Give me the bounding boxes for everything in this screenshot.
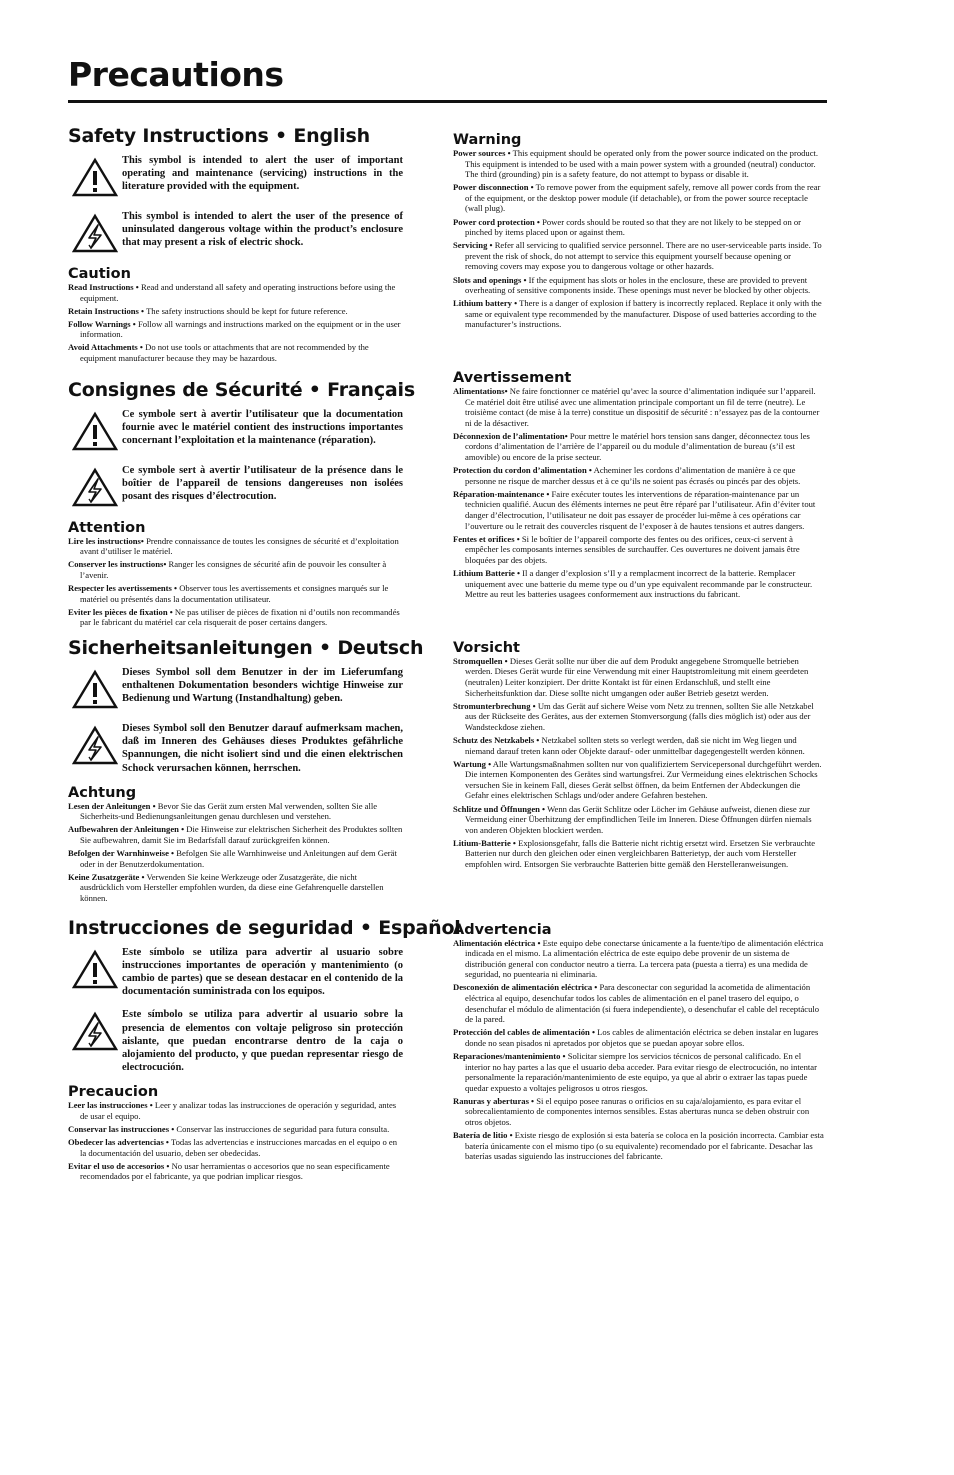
instruction-term: Power sources • [453,148,511,158]
instruction-item [453,1051,826,1093]
instruction-text: Todas las advertencias e instrucciones marcadas en el equipo o en la documentación del usuario, deben ser obedecidas. [80,1137,398,1158]
instruction-item [453,465,826,486]
instruction-term: Stromunterbrechung • [453,700,536,711]
section-title: Safety Instructions • English [68,125,370,147]
symbol-row [68,408,403,454]
safety-section [68,916,461,1182]
subsection-title: Vorsicht [453,639,520,656]
subsection-title: Precaucion [68,1084,159,1101]
instruction-term: Alimentación eléctrica • [453,937,541,948]
title-rule [68,100,827,103]
instruction-text: Acheminer les cordons d’alimentation de manière à ce que personne ne risque de marcher dessus et à ce qu’ils ne soient pas écrasés ou pincés par des objets. [465,465,801,486]
instruction-item [453,838,826,870]
instruction-term: Avoid Attachments • [68,342,143,353]
safety-section [68,378,415,628]
lightning-triangle-icon [68,464,122,510]
instruction-text: Netzkabel sollten stets so verlegt werden, daß sie nicht im Weg liegen und niemand darauf treten kann oder Objekte darauf- oder unmittelbar dagegengestellt werden können. [465,734,805,756]
warning-section [453,132,826,330]
instruction-item [68,607,403,628]
instruction-text: There is a danger of explosion if battery is incorrectly replaced. Replace it only with the same or equivalent type recommended by the manufacturer. Dispose of used batteries according to the manufacturer’s instructions. [465,298,822,330]
instruction-text: Ne pas utiliser de pièces de fixation ni d’outils non recommandés par le fabricant du matériel car cela risquerait de poser certains dangers. [80,606,400,628]
instruction-term: Alimentations• [453,386,508,396]
instruction-text: Il a danger d’explosion s’Il y a remplacment incorrect de la batterie. Remplacer uniquement avec une batterie du meme type ou d’un ype equivalent recommande par le constructeur. Mettre au reut les batteries usagees conformement aux instructions du fabricant. [465,568,813,600]
instruction-item [68,801,403,822]
instruction-text: Befolgen Sie alle Warnhinweise und Anleitungen auf dem Gerät oder in der Benutzerdokumentation. [80,848,397,869]
instruction-item [453,148,826,180]
instruction-term: Keine Zusatzgeräte • [68,871,145,882]
instruction-term: Follow Warnings • [68,318,136,329]
exclamation-triangle-icon [68,408,122,454]
instruction-item [453,217,826,238]
instruction-item [453,298,826,330]
instruction-term: Obedecer las advertencias • [68,1137,169,1148]
instruction-term: Wartung • [453,758,492,769]
warning-section [453,922,826,1162]
instruction-text: This equipment should be operated only from the power source indicated on the product. This equipment is intended to be used with a main power system with a grounded (neutral) conductor. The third (grounding) pin is a safety feature, do not attempt to bypass or disable it. [465,148,819,180]
instruction-term: Respecter les avertissements • [68,583,178,594]
instruction-text: Existe riesgo de explosión si esta batería se coloca en la posición incorrecta. Cambiar esta batería únicamente con el mismo tipo (o su equivalente) recomendado por el fabricante. Desachar las baterías usadas siguiendo las instrucciones del fabricante. [465,1130,824,1162]
instruction-item [68,583,403,604]
instruction-text: Verwenden Sie keine Werkzeuge oder Zusatzgeräte, die nicht ausdrücklich vom Hersteller empfohlen wurden, da diese eine Gefahrenquelle darstellen können. [80,871,384,903]
instruction-text: Prendre connaissance de toutes les consignes de sécurité et d’exploitation avant d’utiliser le matériel. [80,535,399,557]
section-title: Instrucciones de seguridad • Español [68,916,461,939]
instruction-text: Conservar las instrucciones de seguridad para futura consulta. [176,1124,390,1135]
instruction-term: Batería de litio • [453,1130,513,1141]
symbol-row [68,210,403,256]
safety-section [68,124,403,364]
instruction-item [68,282,403,303]
instruction-text: Si el equipo posee ranuras o orificios en su caja/alojamiento, es para evitar el sobrecalientamiento de componentes internos sensibles. Estas aberturas nunca se deben obstruir con otros objetos. [465,1095,810,1128]
lightning-triangle-icon [68,1008,122,1054]
instruction-text: Do not use tools or attachments that are not recommended by the equipment manufacturer because they may be hazardous. [80,342,369,364]
instruction-item [68,848,403,869]
instruction-text: No usar herramientas o accesorios que no sean especificamente recomendados por el fabricante, ya que podrian implicar riesgos. [80,1160,390,1182]
left-column [68,124,461,1185]
instruction-term: Lesen der Anleitungen • [68,800,156,811]
page-title: Precautions [68,55,284,94]
instruction-text: Um das Gerät auf sichere Weise vom Netz zu trennen, sollten Sie alle Netzkabel aus der Rückseite des Gerätes, aus der externen Stomversorgung (falls dies möglich ist) oder aus der Wandsteckdose ziehen. [465,700,814,732]
instruction-item [453,386,826,428]
instruction-item [453,568,826,600]
instruction-text: Alle Wartungsmaßnahmen sollten nur von qualifiziertem Servicepersonal durchgeführt werden. Die internen Komponenten des Gerätes sind wartungsfrei. Zur Vermeidung eines elektrischen Schocks versuchen Sie in keinem Fall, dieses Gerät selbst öffnen, da beim Entfernen der Abdeckungen die Gefahr eines elektrischen Schlags und/oder andere Gefahren bestehen. [465,758,822,801]
instruction-term: Schlitze und Öffnungen • [453,803,546,814]
instruction-item [453,1130,826,1162]
right-column [453,132,826,1164]
subsection-title: Avertissement [453,370,572,386]
instruction-item [68,306,403,317]
instruction-text: To remove power from the equipment safely, remove all power cords from the rear of the equipment, or the desktop power module (if detachable), or from the power source receptacle (wall plug). [465,182,821,214]
instruction-term: Schutz des Netzkabels • [453,734,540,745]
instruction-item [453,982,826,1024]
instruction-item [453,1096,826,1128]
instruction-text: Este equipo debe conectarse únicamente a la fuente/tipo de alimentación eléctrica indicada en el mismo. La alimentación eléctrica de este equipo debe provenir de un sistema de distribución general con conductor neutro a tierra. La tercera pata (puesta a tierra) es una medida de seguridad, no puentearia ni eliminaria. [465,937,824,980]
instruction-term: Reparaciones/mantenimiento • [453,1051,566,1061]
exclamation-triangle-icon [68,154,122,200]
instruction-item [68,1161,403,1182]
instruction-item [453,240,826,272]
warning-section [453,640,826,870]
instruction-term: Protection du cordon d’alimentation • [453,465,592,476]
symbol-row [68,722,403,775]
lightning-triangle-icon [68,722,122,768]
instruction-term: Desconexión de alimentación eléctrica • [453,982,598,993]
instruction-item [68,1137,403,1158]
instruction-term: Conservar las instrucciones • [68,1124,175,1135]
symbol-description: Este símbolo se utiliza para advertir al usuario sobre instrucciones importantes de operación y mantenimiento (o cambio de partes) que se desean destacar en el contenido de la documentación suministrada con los equipos. [122,946,403,998]
subsection-title: Advertencia [453,921,552,938]
symbol-description: Dieses Symbol soll dem Benutzer in der im Lieferumfang enthaltenen Dokumentation besonders wichtige Hinweise zur Bedienung und Wartung (Instandhaltung) geben. [122,666,403,705]
instruction-term: Litium-Batterie • [453,837,516,848]
symbol-description: This symbol is intended to alert the user of important operating and maintenance (servicing) instructions in the literature provided with the equipment. [122,155,403,193]
instruction-term: Slots and openings • [453,274,527,285]
instruction-text: Los cables de alimentación eléctrica se deben instalar en lugares donde no sean pisados ni apretados por objetos que se puedan apoyar sobre ellos. [465,1027,819,1048]
section-title: Sicherheitsanleitungen • Deutsch [68,636,424,659]
instruction-term: Leer las instrucciones • [68,1100,153,1111]
symbol-description: Ce symbole sert à avertir l’utilisateur que la documentation fournie avec le matériel contient des instructions importantes concernant l’exploitation et la maintenance (réparation). [122,408,403,447]
symbol-row [68,946,403,999]
instruction-item [68,824,403,845]
subsection-title: Warning [453,132,522,148]
instruction-item [453,182,826,214]
instruction-text: Follow all warnings and instructions marked on the equipment or in the user information. [80,318,401,340]
instruction-item [453,938,826,980]
instruction-term: Power cord protection • [453,216,540,227]
symbol-row [68,464,403,510]
instruction-text: Wenn das Gerät Schlitze oder Löcher im Gehäuse aufweist, dienen diese zur Vermeidung einer Überhitzung der empfindlichen Teile im Inneren. Diese Öffnungen dürfen niemals von anderen Objekten blockiert werden. [465,803,812,835]
instruction-item [68,319,403,340]
instruction-item [453,534,826,566]
instruction-term: Read Instructions • [68,282,139,292]
instruction-text: Para desconectar con seguridad la acometida de alimentación eléctrica al equipo, desenchufar todos los cables de alimentación en el panel trasero del equipo, o desenchufar el módulo de alimentación (si fuera independiente), o desenchufar el cable del receptáculo de la pared. [465,982,820,1025]
instruction-term: Lire les instructions• [68,535,144,546]
instruction-term: Eviter les pièces de fixation • [68,606,173,617]
instruction-item [453,804,826,836]
symbol-row [68,1008,403,1074]
safety-section [68,636,424,904]
section-title: Consignes de Sécurité • Français [68,378,415,401]
instruction-text: Observer tous les avertissements et consignes marqués sur le matériel ou présentés dans la documentation utilisateur. [80,583,389,604]
instruction-text: Faire exécuter toutes les interventions de réparation-maintenance par un technicien qualifié. Aucun des éléments internes ne peut être réparé par l’utilisateur. Afin d’éviter tout danger d’électrocution, l’utilisateur ne doit pas essayer de procéder lui-même à ces opérations car l’ouverture ou le retrait des couvercles risquent de l’exposer à de hautes tensions et autres dangers. [465,488,816,531]
instruction-item [453,489,826,531]
instruction-item [68,1100,403,1121]
instruction-term: Lithium battery • [453,298,518,309]
instruction-text: Si le boîtier de l’appareil comporte des fentes ou des orifices, ceux-ci servent à empêcher les composants internes sensibles de surchauffer. Ces ouvertures ne doivent jamais être bloquées par des objets. [465,533,800,565]
instruction-term: Lithium Batterie • [453,568,520,578]
lightning-triangle-icon [68,210,122,256]
subsection-title: Achtung [68,784,137,801]
instruction-term: Déconnexion de l’alimentation• [453,430,568,441]
instruction-item [68,872,403,904]
instruction-text: Die Hinweise zur elektrischen Sicherheit des Produktes sollten Sie aufbewahren, damit Sie im Bedarfsfall darauf zurückgreifen können. [80,824,403,845]
instruction-item [453,1027,826,1048]
symbol-row [68,154,403,200]
instruction-text: Read and understand all safety and operating instructions before using the equipment. [80,282,396,303]
instruction-text: Explosionsgefahr, falls die Batterie nicht richtig ersetzt wird. Ersetzen Sie verbrauchte Batterien nur durch den gleichen oder einen vergleichbaren Batterietyp, der auch vom Hersteller empfohlen wird. Entsorgen Sie verbrauchte Batterien bitte gemäß den Herstelleranweisungen. [465,837,816,869]
instruction-item [453,759,826,801]
instruction-term: Protección del cables de alimentación • [453,1027,595,1038]
instruction-term: Evitar el uso de accesorios • [68,1160,170,1171]
exclamation-triangle-icon [68,666,122,712]
instruction-term: Retain Instructions • [68,305,145,316]
instruction-text: Pour mettre le matériel hors tension sans danger, déconnectez tous les cordons d’alimentation de l’arrière de l’appareil ou du module d’alimentation de bureau (s’il est amovible) ou encore de la prise secteur. [465,430,810,463]
instruction-text: Ne faire fonctionner ce matériel qu’avec la source d’alimentation indiquée sur l’appareil. Ce matériel doit être utilisé avec une alimentation principale comportant un fil de terre (neutre). Le troisième contact (de mise à la terre) constitue un dispositif de sécurité : n’essayez pas de la contourner ni de la désactiver. [465,386,820,428]
instruction-term: Conserver les instructions• [68,559,167,570]
instruction-text: Ranger les consignes de sécurité afin de pouvoir les consulter à l’avenir. [80,559,387,580]
instruction-text: Leer y analizar todas las instrucciones de operación y seguridad, antes de usar el equipo. [80,1100,397,1121]
subsection-title: Caution [68,266,131,282]
instruction-item [453,656,826,698]
instruction-text: Dieses Gerät sollte nur über die auf dem Produkt angegebene Stromquelle betrieben werden. Dieses Gerät wurde für eine Verwendung mit einer Hauptstromleitung mit einem geerdeten (neutralen) Leiter konzipiert. Der dritte Kontakt ist für einen Erdanschluß, und stellt eine Sicherheitsfunktion dar. Diese sollte nicht umgangen oder außer Betrieb gesetzt werden. [465,655,809,698]
instruction-item [68,559,403,580]
symbol-description: Este símbolo se utiliza para advertir al usuario sobre la presencia de elementos con voltaje peligroso sin protección aislante, que puedan encontrarse dentro de la caja o alojamiento del producto, y que puedan representar riesgo de electrocución. [122,1009,403,1074]
instruction-term: Réparation-maintenance • [453,488,550,499]
symbol-description: This symbol is intended to alert the user of the presence of uninsulated dangerous voltage within the product’s enclosure that may present a risk of electric shock. [122,211,403,249]
instruction-term: Fentes et orifices • [453,533,520,544]
instruction-text: Solicitar siempre los servicios técnicos de personal calificado. En el interior no hay partes a las que el usuario deba acceder. Para evitar riesgo de electrocución, no intentar personalmente la reparación/mantenimiento de este equipo, ya que al abrir o extraer las tapas puede quedar expuesto a voltajes peligrosos u otros riesgos. [465,1051,817,1093]
instruction-text: Bevor Sie das Gerät zum ersten Mal verwenden, sollten Sie alle Sicherheits-und Bedienungsanleitungen genau durchlesen und verstehen. [80,800,378,822]
symbol-description: Ce symbole sert à avertir l’utilisateur de la présence dans le boîtier de l’appareil de tensions dangereuses non isolées posant des risques d’électrocution. [122,464,403,503]
instruction-term: Ranuras y aberturas • [453,1095,535,1106]
symbol-description: Dieses Symbol soll den Benutzer darauf aufmerksam machen, daß im Inneren des Gehäuses dieses Produktes gefährliche Spannungen, die nicht isoliert sind und die einen elektrischen Schock verursachen können, herrschen. [122,722,403,774]
instruction-text: If the equipment has slots or holes in the enclosure, these are provided to prevent overheating of sensitive components inside. These openings must never be blocked by other objects. [465,274,811,296]
instruction-item [68,1124,403,1135]
instruction-term: Befolgen der Warnhinweise • [68,848,175,859]
instruction-text: Power cords should be routed so that they are not likely to be stepped on or pinched by items placed upon or against them. [465,216,802,238]
exclamation-triangle-icon [68,946,122,992]
subsection-title: Attention [68,519,146,536]
instruction-term: Servicing • [453,240,493,251]
instruction-text: The safety instructions should be kept for future reference. [146,305,348,316]
instruction-text: Refer all servicing to qualified service personnel. There are no user-serviceable parts inside. To prevent the risk of shock, do not attempt to service this equipment yourself because opening or removing covers may expose you to dangerous voltage or other hazards. [465,240,822,272]
instruction-item [68,536,403,557]
warning-section [453,370,826,600]
instruction-item [453,275,826,296]
instruction-item [68,342,403,363]
instruction-item [453,701,826,733]
symbol-row [68,666,403,712]
instruction-term: Stromquellen • [453,655,508,666]
instruction-item [453,735,826,756]
instruction-term: Aufbewahren der Anleitungen • [68,824,185,835]
instruction-item [453,431,826,463]
instruction-term: Power disconnection • [453,182,534,193]
